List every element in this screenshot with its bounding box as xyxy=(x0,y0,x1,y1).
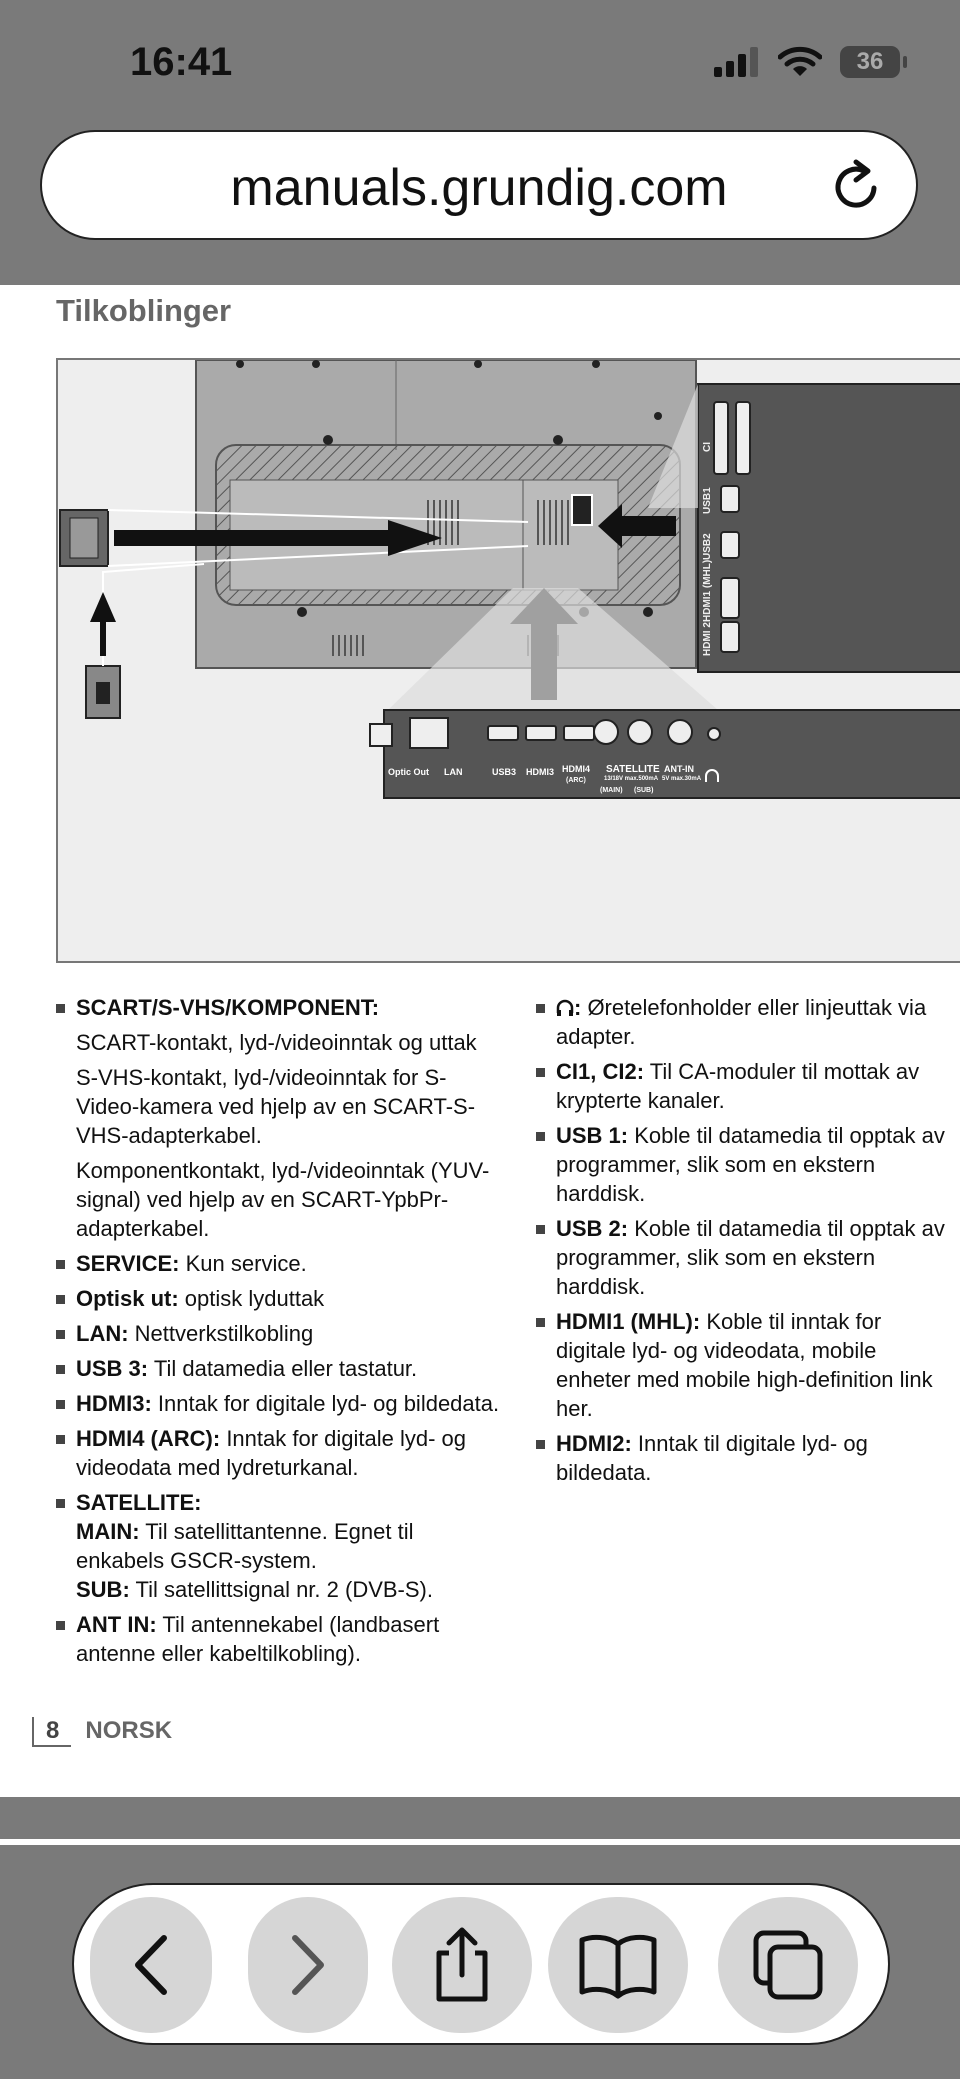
side-label-usb1: USB1 xyxy=(702,487,713,514)
usb1-text: Koble til datamedia til opptak av programmer, slik som en ekstern harddisk. xyxy=(556,1123,945,1206)
hdmi3-text: Inntak for digitale lyd- og bildedata. xyxy=(151,1391,500,1416)
connections-diagram xyxy=(56,358,960,963)
list-item xyxy=(56,1319,506,1348)
list-item xyxy=(56,1354,506,1383)
browser-toolbar xyxy=(72,1883,890,2045)
port-label-usb3: USB3 xyxy=(492,767,517,777)
optisk-text: optisk lyduttak xyxy=(178,1286,325,1311)
satellite-label: SATELLITE: xyxy=(76,1490,202,1515)
scart-paragraph-1: SCART-kontakt, lyd-/videoinntak og uttak xyxy=(76,1030,477,1055)
forward-button[interactable] xyxy=(248,1897,368,2033)
bookmarks-icon xyxy=(576,1930,660,2000)
list-item xyxy=(536,1307,956,1423)
port-label-lan: LAN xyxy=(444,767,463,777)
list-item xyxy=(536,1429,956,1487)
battery-indicator: 36 xyxy=(840,46,900,78)
side-label-ci: CI xyxy=(702,442,713,452)
port-label-arc: (ARC) xyxy=(566,777,586,784)
scart-title: SCART/S-VHS/KOMPONENT: xyxy=(76,995,380,1020)
hdmi1-text: Koble til inntak for digitale lyd- og videodata, mobile enheter med mobile high-definition link her. xyxy=(556,1309,933,1421)
port-label-ant-spec: 5V max.30mA xyxy=(662,776,702,782)
list-item xyxy=(536,1057,956,1115)
list-item xyxy=(536,993,956,1051)
usb2-text: Koble til datamedia til opptak av programmer, slik som en ekstern harddisk. xyxy=(556,1216,945,1299)
lan-text: Nettverkstilkobling xyxy=(128,1321,314,1346)
hdmi3-label: HDMI3: xyxy=(76,1391,152,1416)
service-text: Kun service. xyxy=(179,1251,307,1276)
back-button[interactable] xyxy=(90,1897,212,2033)
address-bar[interactable] xyxy=(40,130,918,240)
list-item xyxy=(536,1214,956,1301)
left-column xyxy=(56,993,506,1674)
hdmi4-text: Inntak for digitale lyd- og videodata med lydreturkanal. xyxy=(76,1426,467,1480)
status-bar xyxy=(0,0,960,120)
service-label: SERVICE: xyxy=(76,1251,180,1276)
hdmi2-text: Inntak til digitale lyd- og bildedata. xyxy=(556,1431,868,1485)
list-item xyxy=(56,1424,506,1482)
back-icon xyxy=(126,1930,176,2000)
headphone-text: Øretelefonholder eller linjeuttak via adapter. xyxy=(556,995,927,1049)
hdmi2-label: HDMI2: xyxy=(556,1431,632,1456)
optisk-label: Optisk ut: xyxy=(76,1286,179,1311)
sub-label: SUB: xyxy=(76,1577,130,1602)
page-language: NORSK xyxy=(85,1717,173,1744)
tv-rear-diagram xyxy=(58,360,960,963)
reload-icon[interactable] xyxy=(824,154,888,218)
divider xyxy=(0,1839,960,1845)
main-text: Til satellittantenne. Egnet til enkabels GSCR-system. xyxy=(76,1519,414,1573)
port-label-hdmi4: HDMI4 xyxy=(562,764,591,774)
headphone-label: : xyxy=(574,995,582,1020)
port-label-hdmi3: HDMI3 xyxy=(526,767,555,777)
usb2-label: USB 2: xyxy=(556,1216,629,1241)
port-label-sub: (SUB) xyxy=(634,787,654,794)
usb3-text: Til datamedia eller tastatur. xyxy=(148,1356,418,1381)
manual-page xyxy=(0,285,960,1797)
list-item xyxy=(56,1610,506,1668)
page-number: 8 xyxy=(32,1717,71,1747)
url-text: manuals.grundig.com xyxy=(230,159,728,217)
signal-icon xyxy=(714,47,760,77)
share-button[interactable] xyxy=(392,1897,532,2033)
port-label-satellite: SATELLITE xyxy=(606,764,660,775)
sub-text: Til satellittsignal nr. 2 (DVB-S). xyxy=(129,1577,433,1602)
ant-label: ANT IN: xyxy=(76,1612,157,1637)
page-title: Tilkoblinger xyxy=(56,293,232,328)
list-item xyxy=(56,1488,506,1604)
list-item xyxy=(56,1284,506,1313)
tabs-button[interactable] xyxy=(718,1897,858,2033)
status-icons xyxy=(714,42,900,82)
tabs-icon xyxy=(750,1927,826,2003)
port-label-optic: Optic Out xyxy=(388,767,429,777)
bookmarks-button[interactable] xyxy=(548,1897,688,2033)
hdmi4-label: HDMI4 (ARC): xyxy=(76,1426,221,1451)
port-label-sat-spec: 13/18V max.500mA xyxy=(604,776,659,782)
page-footer xyxy=(32,1717,172,1747)
ant-text: Til antennekabel (landbasert antenne eller kabeltilkobling). xyxy=(76,1612,440,1666)
scart-paragraph-3: Komponentkontakt, lyd-/videoinntak (YUV-signal) ved hjelp av en SCART-YpbPr-adapterkabel. xyxy=(76,1158,490,1241)
right-column xyxy=(536,993,956,1493)
list-item xyxy=(56,1389,506,1418)
bottom-bar xyxy=(0,1797,960,2079)
status-time: 16:41 xyxy=(130,40,233,84)
ci-text: Til CA-moduler til mottak av krypterte kanaler. xyxy=(556,1059,920,1113)
port-label-antin: ANT-IN xyxy=(664,764,694,774)
usb1-label: USB 1: xyxy=(556,1123,629,1148)
scart-paragraph-2: S-VHS-kontakt, lyd-/videoinntak for S-Video-kamera ved hjelp av en SCART-S-VHS-adapterkabel. xyxy=(76,1065,476,1148)
list-item xyxy=(56,993,506,1022)
lan-label: LAN: xyxy=(76,1321,129,1346)
port-label-main: (MAIN) xyxy=(600,787,623,794)
list-item xyxy=(536,1121,956,1208)
headphone-icon xyxy=(556,999,574,1017)
main-label: MAIN: xyxy=(76,1519,140,1544)
share-icon xyxy=(427,1925,497,2005)
side-label-hdmi1: HDMI1 (MHL) xyxy=(702,559,713,622)
usb3-label: USB 3: xyxy=(76,1356,149,1381)
hdmi1-label: HDMI1 (MHL): xyxy=(556,1309,701,1334)
list-item xyxy=(56,1249,506,1278)
side-label-hdmi2: HDMI 2 xyxy=(702,622,713,656)
forward-icon xyxy=(283,1930,333,2000)
side-label-usb2: USB2 xyxy=(702,533,713,560)
ci-label: CI1, CI2: xyxy=(556,1059,645,1084)
wifi-icon xyxy=(778,46,822,78)
